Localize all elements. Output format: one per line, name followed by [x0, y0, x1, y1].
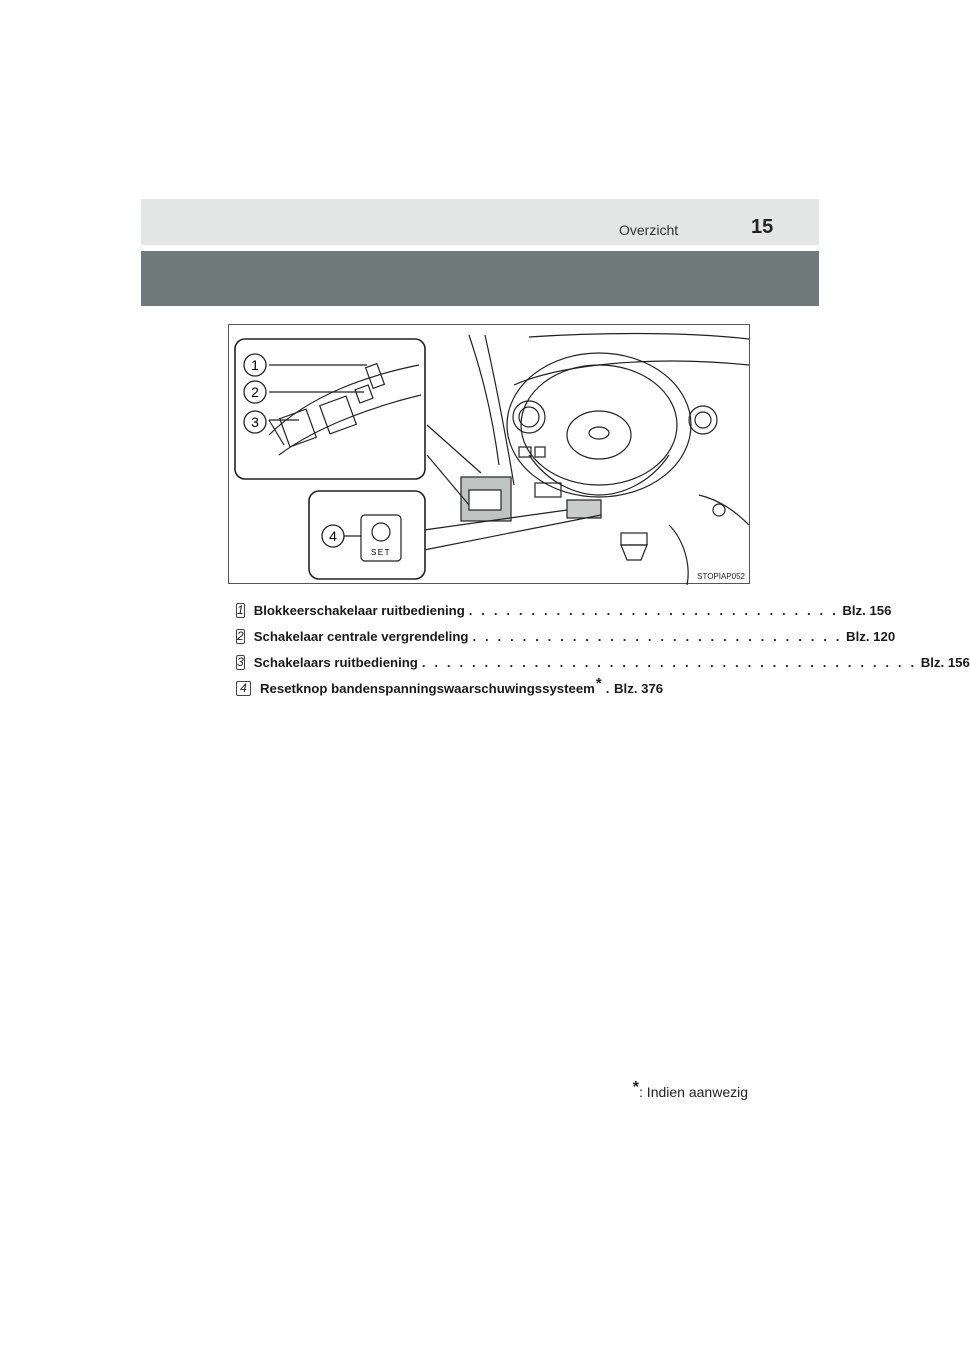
asterisk-marker: *: [595, 674, 602, 692]
leader-dots: . . . . . . . . . . . . . . . . . . . . . . . . . . . . . .: [472, 628, 843, 644]
page-reference[interactable]: Blz. 376: [614, 680, 664, 696]
callout-1-label: 1: [251, 357, 259, 373]
header-band: [141, 199, 819, 245]
legend-number: 2: [237, 629, 244, 643]
section-title: Overzicht: [619, 222, 679, 238]
legend-number: 1: [237, 603, 244, 617]
legend-number: 3: [237, 655, 244, 669]
callout-2-label: 2: [251, 384, 259, 400]
page-number: 15: [751, 216, 774, 238]
legend-label: Schakelaar centrale vergrendeling: [253, 628, 469, 644]
dashboard-illustration: [228, 324, 750, 584]
legend-label: Schakelaars ruitbediening: [253, 654, 418, 670]
page-reference[interactable]: Blz. 120: [846, 628, 896, 644]
leader-dots: .: [605, 680, 613, 696]
footnote-text: : Indien aanwezig: [639, 1084, 748, 1100]
legend-item: [236, 597, 892, 623]
set-button-label: SET: [370, 548, 392, 557]
page-reference[interactable]: Blz. 156: [920, 654, 970, 670]
legend-number: 4: [236, 681, 251, 696]
page-reference[interactable]: Blz. 156: [842, 602, 892, 618]
footnote-marker: *: [632, 1079, 640, 1096]
footnote: [632, 1079, 748, 1102]
legend-label: Blokkeerschakelaar ruitbediening: [253, 602, 465, 618]
leader-dots: . . . . . . . . . . . . . . . . . . . . . . . . . . . . . . . . . . . . . . . .: [421, 654, 917, 670]
leader-dots: . . . . . . . . . . . . . . . . . . . . . . . . . . . . . .: [468, 602, 839, 618]
dashboard-drawing: [229, 325, 751, 585]
legend-list: [236, 597, 970, 701]
figure-code: STOPIAP052: [697, 572, 745, 581]
legend-item: [236, 675, 726, 701]
legend-item: [236, 649, 970, 675]
callout-3-label: 3: [251, 414, 259, 430]
section-bar: [141, 251, 819, 306]
legend-label: Resetknop bandenspanningswaarschuwingssysteem: [260, 680, 595, 696]
callout-4-label: 4: [329, 528, 337, 544]
legend-item: [236, 623, 896, 649]
